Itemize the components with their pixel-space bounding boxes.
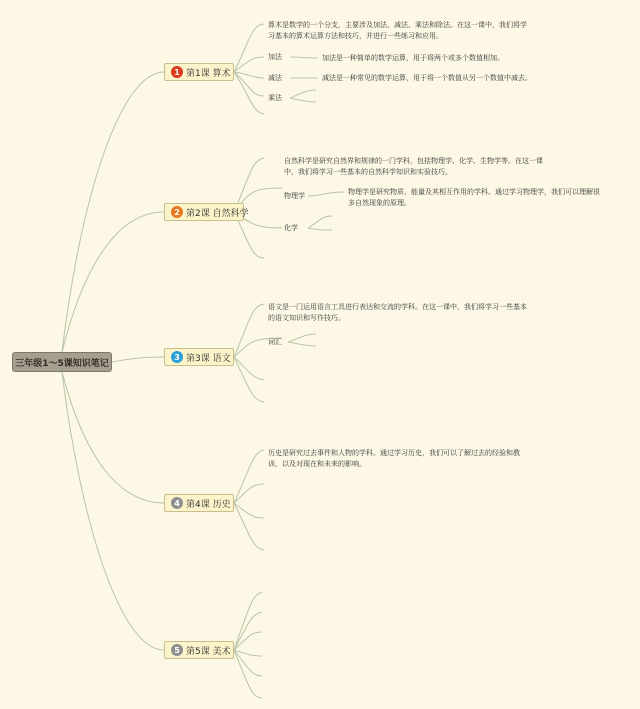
- lesson-4-intro: 历史是研究过去事件和人物的学科。通过学习历史，我们可以了解过去的经验和教训，以及对现在和未来的影响。: [268, 449, 520, 468]
- number-badge-icon: 1: [171, 66, 183, 78]
- topic-desc-physics: 物理学是研究物质、能量及其相互作用的学科。通过学习物理学，我们可以理解很多自然现象的原理。: [348, 188, 600, 207]
- lesson-node-4[interactable]: [164, 494, 234, 512]
- lesson-node-2[interactable]: [164, 203, 249, 221]
- lesson-node-3[interactable]: [164, 348, 234, 366]
- topic-label-multiplication: 乘法: [268, 94, 282, 102]
- topic-label-addition: 加法: [268, 53, 282, 61]
- topic-label-chemistry: 化学: [284, 224, 298, 232]
- lesson-3-intro: 语文是一门运用语言工具进行表达和交流的学科。在这一课中，我们将学习一些基本的语文知识和写作技巧。: [268, 303, 527, 322]
- topic-desc-subtraction: 减法是一种常见的数学运算，用于将一个数值从另一个数值中减去。: [322, 74, 532, 82]
- number-badge-icon: 2: [171, 206, 183, 218]
- lesson-title: 第3课 语文: [186, 353, 231, 364]
- lesson-2-intro: 自然科学是研究自然界和规律的一门学科，包括物理学、化学、生物学等。在这一课中，我们将学习一些基本的自然科学知识和实验技巧。: [284, 157, 543, 176]
- root-title: 三年级1～5课知识笔记: [15, 358, 109, 369]
- topic-desc-addition: 加法是一种简单的数学运算，用于将两个或多个数值相加。: [322, 54, 504, 62]
- topic-label-vocabulary: 词汇: [268, 338, 282, 346]
- lesson-title: 第4课 历史: [186, 499, 231, 510]
- lesson-node-5[interactable]: [164, 641, 234, 659]
- number-badge-icon: 3: [171, 351, 183, 363]
- lesson-1-intro: 算术是数学的一个分支，主要涉及加法、减法、乘法和除法。在这一课中，我们将学习基本的算术运算方法和技巧，并进行一些练习和应用。: [268, 21, 527, 40]
- root-node[interactable]: [12, 352, 112, 372]
- lesson-node-1[interactable]: [164, 63, 234, 81]
- number-badge-icon: 5: [171, 644, 183, 656]
- number-badge-icon: 4: [171, 497, 183, 509]
- lesson-title: 第2课 自然科学: [186, 208, 249, 219]
- lesson-title: 第1课 算术: [186, 68, 231, 79]
- topic-label-subtraction: 减法: [268, 74, 282, 82]
- lesson-title: 第5课 美术: [186, 646, 231, 657]
- topic-label-physics: 物理学: [284, 192, 305, 200]
